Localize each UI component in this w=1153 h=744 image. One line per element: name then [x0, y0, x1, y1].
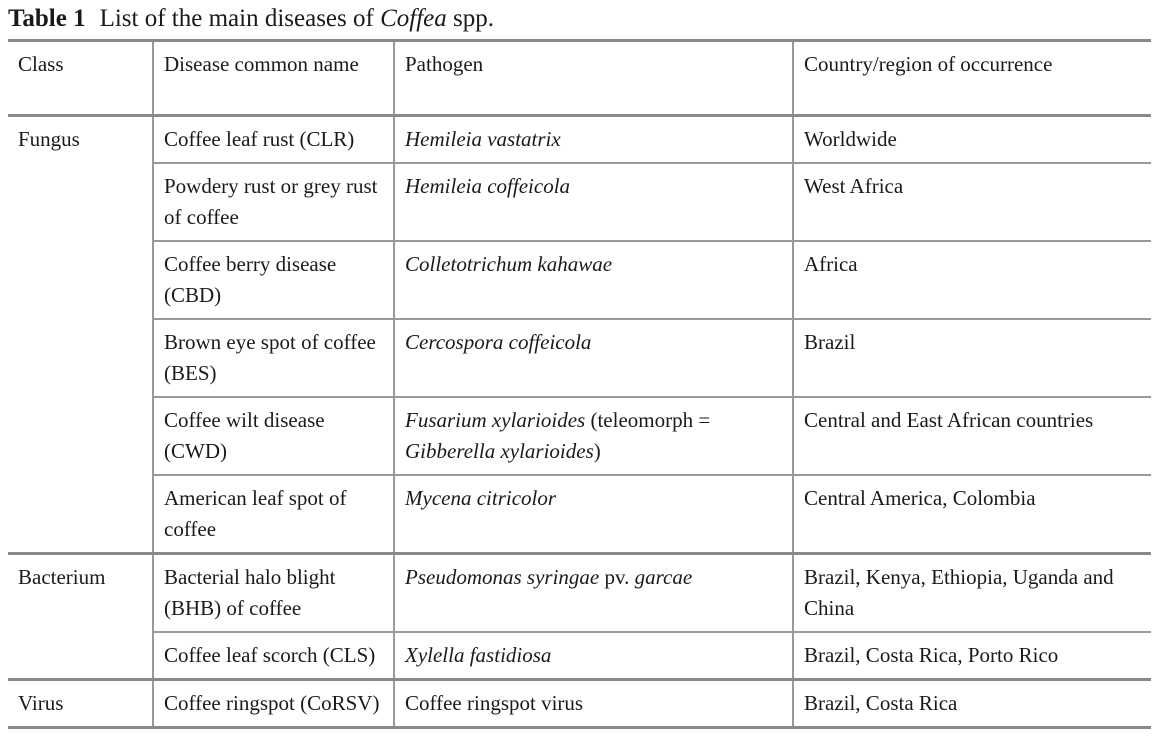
header-disease: Disease common name	[153, 41, 394, 116]
country-cell: West Africa	[793, 163, 1151, 241]
disease-cell: Bacterial halo blight (BHB) of coffee	[153, 554, 394, 633]
pathogen-text: Coffee ringspot virus	[405, 691, 584, 715]
country-cell: Central and East African countries	[793, 397, 1151, 475]
pathogen-name: Cercospora coffeicola	[405, 330, 592, 354]
caption-label: Table 1	[8, 5, 86, 32]
disease-cell: Coffee wilt disease (CWD)	[153, 397, 394, 475]
disease-cell: Coffee leaf scorch (CLS)	[153, 632, 394, 680]
table-row	[8, 554, 1151, 633]
disease-cell: Powdery rust or grey rust of coffee	[153, 163, 394, 241]
table-row	[8, 163, 1151, 241]
pathogen-cell	[394, 163, 793, 241]
disease-cell: Coffee ringspot (CoRSV)	[153, 680, 394, 728]
disease-table	[8, 39, 1151, 729]
pathogen-cell	[394, 680, 793, 728]
caption-text: List of the main diseases of	[99, 5, 381, 32]
disease-cell: Coffee berry disease (CBD)	[153, 241, 394, 319]
pathogen-name: Hemileia coffeicola	[405, 174, 571, 198]
pathogen-cell	[394, 475, 793, 554]
table-row	[8, 475, 1151, 554]
pathogen-name-alt: garcae	[634, 565, 693, 589]
pathogen-name: Hemileia vastatrix	[405, 127, 561, 151]
class-cell: Bacterium	[8, 554, 153, 680]
header-country: Country/region of occurrence	[793, 41, 1151, 116]
header-class: Class	[8, 41, 153, 116]
country-cell: Worldwide	[793, 116, 1151, 164]
table-row	[8, 116, 1151, 164]
table-row	[8, 632, 1151, 680]
country-cell: Brazil	[793, 319, 1151, 397]
pathogen-name: Mycena citricolor	[405, 486, 557, 510]
pathogen-text: (teleomorph =	[585, 408, 711, 432]
caption-genus: Coffea	[380, 5, 447, 32]
country-cell: Africa	[793, 241, 1151, 319]
disease-cell: Brown eye spot of coffee (BES)	[153, 319, 394, 397]
pathogen-cell	[394, 632, 793, 680]
pathogen-text: pv.	[599, 565, 635, 589]
pathogen-text-end: )	[593, 439, 601, 463]
pathogen-cell	[394, 116, 793, 164]
pathogen-name: Colletotrichum kahawae	[405, 252, 613, 276]
caption-text-end: spp.	[446, 5, 494, 32]
table-body	[8, 116, 1151, 728]
pathogen-cell	[394, 319, 793, 397]
pathogen-name: Fusarium xylarioides	[405, 408, 586, 432]
table-row	[8, 397, 1151, 475]
table-row	[8, 241, 1151, 319]
pathogen-cell	[394, 554, 793, 633]
header-pathogen: Pathogen	[394, 41, 793, 116]
table-row	[8, 680, 1151, 728]
country-cell: Brazil, Costa Rica, Porto Rico	[793, 632, 1151, 680]
class-cell: Virus	[8, 680, 153, 728]
pathogen-name-alt: Gibberella xylarioides	[405, 439, 594, 463]
pathogen-cell	[394, 397, 793, 475]
pathogen-cell	[394, 241, 793, 319]
class-cell: Fungus	[8, 116, 153, 554]
country-cell: Brazil, Kenya, Ethiopia, Uganda and China	[793, 554, 1151, 633]
table-header-row	[8, 41, 1151, 116]
disease-cell: American leaf spot of coffee	[153, 475, 394, 554]
disease-cell: Coffee leaf rust (CLR)	[153, 116, 394, 164]
table-row	[8, 319, 1151, 397]
pathogen-name: Xylella fastidiosa	[405, 643, 552, 667]
table-caption	[8, 2, 494, 36]
pathogen-name: Pseudomonas syringae	[405, 565, 600, 589]
country-cell: Central America, Colombia	[793, 475, 1151, 554]
country-cell: Brazil, Costa Rica	[793, 680, 1151, 728]
